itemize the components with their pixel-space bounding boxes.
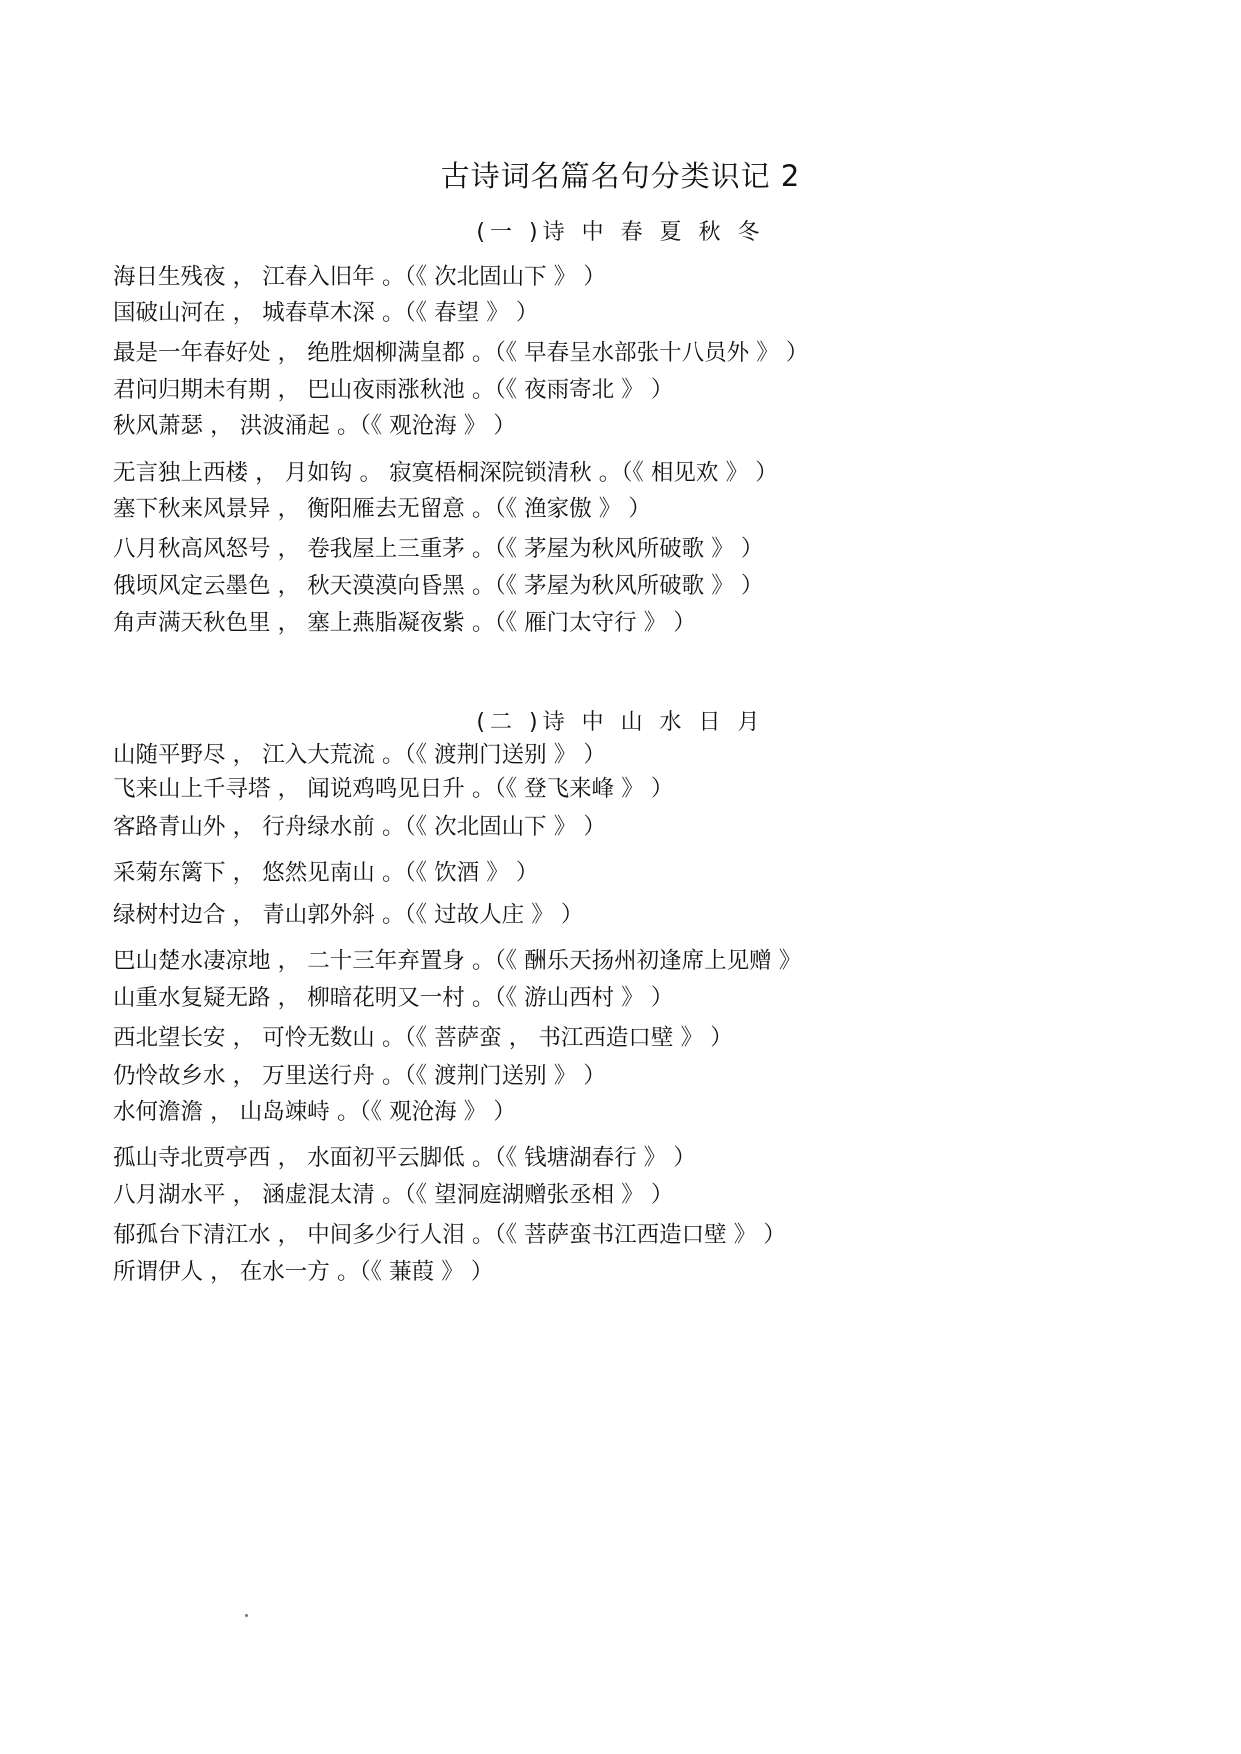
poem-line: 绿树村边合 ， 青山郭外斜 。（《 过故人庄 》 ） [113, 902, 584, 928]
poem-line: 采菊东篱下 ， 悠然见南山 。（《 饮酒 》 ） [113, 860, 539, 886]
poem-line: 西北望长安 ， 可怜无数山 。（《 菩萨蛮 ， 书江西造口壁 》 ） [113, 1025, 733, 1051]
poem-line: 所谓伊人 ， 在水一方 。（《 蒹葭 》 ） [113, 1259, 494, 1285]
poem-line: 郁孤台下清江水 ， 中间多少行人泪 。（《 菩萨蛮书江西造口壁 》 ） [113, 1222, 786, 1248]
page-title: 古诗词名篇名句分类识记 2 [440, 159, 801, 193]
poem-line: 角声满天秋色里 ， 塞上燕脂凝夜紫 。（《 雁门太守行 》 ） [113, 610, 696, 636]
poem-line: 无言独上西楼 ， 月如钩 。 寂寞梧桐深院锁清秋 。（《 相见欢 》 ） [113, 460, 778, 486]
poem-line: 客路青山外 ， 行舟绿水前 。（《 次北固山下 》 ） [113, 814, 606, 840]
section-heading-landscape: (二 )诗 中 山 水 日 月 [476, 710, 765, 735]
poem-line: 塞下秋来风景异 ， 衡阳雁去无留意 。（《 渔家傲 》 ） [113, 496, 651, 522]
page-dot [245, 1614, 248, 1617]
poem-line: 君问归期未有期 ， 巴山夜雨涨秋池 。（《 夜雨寄北 》 ） [113, 377, 674, 403]
poem-line: 巴山楚水凄凉地 ， 二十三年弃置身 。（《 酬乐天扬州初逢席上见赠 》 [113, 948, 802, 974]
section-heading-seasons: (一 )诗 中 春 夏 秋 冬 [476, 220, 765, 245]
poem-line: 俄顷风定云墨色 ， 秋天漠漠向昏黑 。（《 茅屋为秋风所破歌 》 ） [113, 573, 764, 599]
poem-line: 秋风萧瑟 ， 洪波涌起 。（《 观沧海 》 ） [113, 413, 516, 439]
poem-line: 八月秋高风怒号 ， 卷我屋上三重茅 。（《 茅屋为秋风所破歌 》 ） [113, 536, 764, 562]
poem-line: 最是一年春好处 ， 绝胜烟柳满皇都 。（《 早春呈水部张十八员外 》 ） [113, 340, 809, 366]
poem-line: 国破山河在 ， 城春草木深 。（《 春望 》 ） [113, 300, 539, 326]
poem-line: 飞来山上千寻塔 ， 闻说鸡鸣见日升 。（《 登飞来峰 》 ） [113, 776, 674, 802]
poem-line: 八月湖水平 ， 涵虚混太清 。（《 望洞庭湖赠张丞相 》 ） [113, 1182, 674, 1208]
poem-line: 水何澹澹 ， 山岛竦峙 。（《 观沧海 》 ） [113, 1099, 516, 1125]
poem-line: 孤山寺北贾亭西 ， 水面初平云脚低 。（《 钱塘湖春行 》 ） [113, 1145, 696, 1171]
poem-line: 山重水复疑无路 ， 柳暗花明又一村 。（《 游山西村 》 ） [113, 985, 674, 1011]
poem-line: 山随平野尽 ， 江入大荒流 。（《 渡荆门送别 》 ） [113, 742, 606, 768]
poem-line: 海日生残夜 ， 江春入旧年 。（《 次北固山下 》 ） [113, 264, 606, 290]
poem-line: 仍怜故乡水 ， 万里送行舟 。（《 渡荆门送别 》 ） [113, 1063, 606, 1089]
